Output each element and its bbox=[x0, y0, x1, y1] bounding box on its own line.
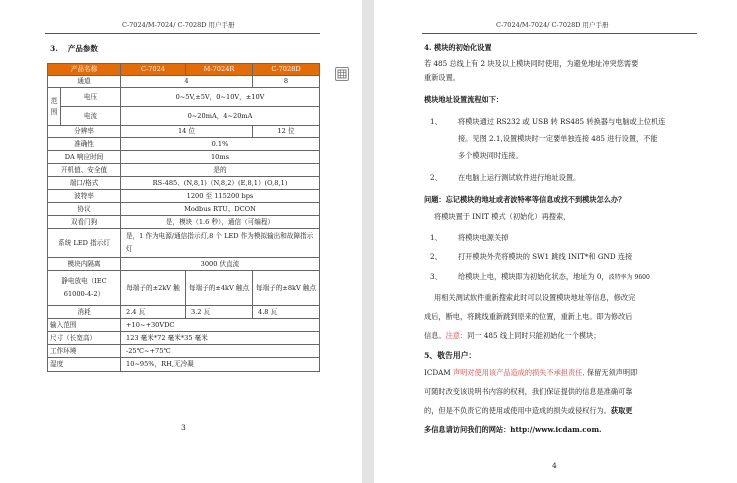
row-label: 静电放电（IEC 61000-4-2） bbox=[48, 271, 121, 306]
cell: 是，模块（1.6 秒），通信（可编程） bbox=[121, 216, 320, 229]
text: 的，但是不负责它的使用或使用中造成的损失或侵权行为。 bbox=[424, 406, 611, 415]
header-rule bbox=[422, 33, 697, 34]
row-label: 模块内隔离 bbox=[48, 258, 121, 271]
table-row bbox=[48, 107, 320, 126]
row-label: 消耗 bbox=[48, 306, 121, 319]
text-bold: 获取更 bbox=[610, 406, 633, 415]
list-number: 2、 bbox=[430, 252, 442, 261]
row-label: 系统 LED 指示灯 bbox=[48, 229, 121, 258]
section-title bbox=[50, 43, 98, 54]
row-label: 尺寸（长宽高） bbox=[48, 332, 121, 345]
cell: 123 毫米*72 毫米*35 毫米 bbox=[121, 332, 320, 345]
note-label: 注意： bbox=[445, 331, 468, 340]
grid-icon[interactable] bbox=[335, 67, 349, 81]
text: 同一 485 线上同时只能初始化一个模块； bbox=[467, 331, 601, 340]
table-row bbox=[48, 203, 320, 216]
row-label: 准确性 bbox=[48, 138, 121, 151]
header-cell: M-7024R bbox=[186, 64, 253, 76]
row-label: 端口/格式 bbox=[48, 177, 121, 190]
row-label: 双看门狗 bbox=[48, 216, 121, 229]
cell: 2.4 瓦 bbox=[121, 306, 186, 319]
cell: 3.2 瓦 bbox=[186, 306, 253, 319]
paragraph-line bbox=[424, 406, 632, 416]
table-row bbox=[48, 258, 320, 271]
page-header: C-7024/M-7024/ C-7028D 用户手册 bbox=[122, 21, 235, 29]
cell: 10~95%，RH,无冷凝 bbox=[121, 358, 320, 372]
header-cell: C-7024 bbox=[121, 64, 186, 76]
page-header: C-7024/M-7024/ C-7028D 用户手册 bbox=[496, 21, 609, 29]
table-row bbox=[48, 216, 320, 229]
paragraph-line: 可随时改变该说明书内容的权利，我们保证提供的信息是准确可靠 bbox=[424, 387, 633, 396]
list-item: 打开模块外壳将模块的 SW1 跳线 INIT*和 GND 连接 bbox=[458, 252, 633, 261]
cell: 10ms bbox=[121, 151, 320, 164]
cell: 0.1% bbox=[121, 138, 320, 151]
header-cell: C-7028D bbox=[253, 64, 320, 76]
cell: 每端子的±4kV 触点 bbox=[186, 271, 253, 306]
paragraph-line bbox=[424, 368, 637, 378]
table-header-row bbox=[48, 64, 320, 76]
list-item-text: 给模块上电，模块即为初始化状态，地址为 0， bbox=[458, 272, 609, 281]
list-item-cont: 接。见图 2.1,设置模块时一定要单独连接 485 进行设置，不能 bbox=[458, 134, 658, 143]
section-number: 3. bbox=[50, 44, 58, 53]
cell: RS-485、(N,8,1)（N,8,2）(E,8,1）(O,8,1) bbox=[121, 177, 320, 190]
list-number: 3、 bbox=[430, 272, 442, 281]
page-number: 4 bbox=[552, 461, 557, 470]
paragraph-line: 重新设置。 bbox=[424, 73, 460, 82]
cell: 14 位 bbox=[121, 126, 253, 138]
left-page bbox=[0, 0, 362, 483]
section-title-text: 产品参数 bbox=[67, 44, 98, 53]
cell: 8 bbox=[253, 76, 320, 88]
text: 信息。 bbox=[424, 331, 446, 340]
table-row bbox=[48, 271, 320, 306]
list-number: 1、 bbox=[430, 117, 442, 126]
page-number: 3 bbox=[181, 423, 186, 432]
table-row bbox=[48, 164, 320, 177]
row-label: 电流 bbox=[61, 107, 121, 126]
section-5-title: 5、敬告用户： bbox=[424, 351, 477, 360]
table-row bbox=[48, 319, 320, 332]
cell: 每端子的±2kV 触 bbox=[121, 271, 186, 306]
website-line[interactable]: 多信息请访问我们的网站：http://www.icdam.com. bbox=[424, 425, 602, 434]
cell: 是，1 作为电源/通信指示灯,8 个 LED 作为模拟输出和故障指示灯 bbox=[121, 229, 320, 258]
page-gutter bbox=[362, 0, 374, 483]
cell: 1200 至 115200 bps bbox=[121, 190, 320, 203]
table-row bbox=[48, 358, 320, 372]
cell: 是的 bbox=[121, 164, 320, 177]
question-intro: 将模块置于 INIT 模式（初始化）再搜索， bbox=[434, 212, 571, 221]
list-number: 2、 bbox=[430, 173, 442, 182]
paragraph-line: 若 485 总线上有 2 块及以上模块同时使用，为避免地址冲突您需要 bbox=[424, 59, 639, 68]
spec-table bbox=[47, 63, 320, 372]
cell: +10~+30VDC bbox=[121, 319, 320, 332]
row-label: 开机值、安全值 bbox=[48, 164, 121, 177]
table-row bbox=[48, 345, 320, 358]
list-item-small: 波特率为 9600 bbox=[608, 274, 650, 281]
list-item-cont: 用相关测试软件重新搜索此时可以设置模块地址等信息，修改完 bbox=[434, 293, 636, 302]
row-label: 电压 bbox=[61, 88, 121, 107]
table-row bbox=[48, 190, 320, 203]
row-label: 工作环境 bbox=[48, 345, 121, 358]
right-page bbox=[374, 0, 737, 483]
table-row bbox=[48, 332, 320, 345]
row-label: 分辨率 bbox=[48, 126, 121, 138]
flow-title: 模块地址设置流程如下： bbox=[424, 95, 504, 104]
text: ICDAM bbox=[424, 368, 453, 377]
row-label: 湿度 bbox=[48, 358, 121, 372]
table-row bbox=[48, 76, 320, 88]
row-label: 协议 bbox=[48, 203, 121, 216]
cell: Modbus RTU、DCON bbox=[121, 203, 320, 216]
list-number: 1、 bbox=[430, 233, 442, 242]
text: 保留无须声明即 bbox=[584, 368, 638, 377]
row-label: 范围 bbox=[48, 88, 61, 126]
list-item: 在电脑上运行测试软件进行地址设置。 bbox=[458, 173, 581, 182]
table-row bbox=[48, 126, 320, 138]
cell: 4.8 瓦 bbox=[253, 306, 320, 319]
table-row bbox=[48, 88, 320, 107]
cell: 0~20mA，4~20mA bbox=[121, 107, 320, 126]
table-row bbox=[48, 177, 320, 190]
cell: 3000 伏直流 bbox=[121, 258, 320, 271]
header-cell: 产品名称 bbox=[48, 64, 121, 76]
row-label: 通道 bbox=[48, 76, 121, 88]
row-label: 输入范围 bbox=[48, 319, 121, 332]
section-4-title: 4. 模块的初始化设置 bbox=[424, 43, 492, 52]
list-item: 将模块通过 RS232 或 USB 转 RS485 转换器与电脑或上位机连 bbox=[458, 117, 666, 126]
warning-text: 声明对使用该产品造成的损失不承担责任, bbox=[452, 368, 585, 377]
list-item-cont: 多个模块同时连接。 bbox=[458, 151, 523, 160]
table-row bbox=[48, 151, 320, 164]
header-rule bbox=[45, 33, 320, 34]
cell: -25℃~+75℃ bbox=[121, 345, 320, 358]
list-item-cont: 成后，断电，将跳线重新跳到原来的位置，重新上电。即为修改后 bbox=[424, 312, 633, 321]
table-row bbox=[48, 229, 320, 258]
table-row bbox=[48, 138, 320, 151]
cell: 每端子的±8kV 触点 bbox=[253, 271, 320, 306]
row-label: 波特率 bbox=[48, 190, 121, 203]
table-row bbox=[48, 306, 320, 319]
cell: 12 位 bbox=[253, 126, 320, 138]
cell: 0~5V,±5V，0~10V，±10V bbox=[121, 88, 320, 107]
row-label: DA 响应时间 bbox=[48, 151, 121, 164]
list-item-cont bbox=[424, 331, 600, 341]
list-item: 将模块电源关掉 bbox=[458, 233, 509, 242]
list-item bbox=[458, 272, 650, 282]
question-title: 问题：忘记模块的地址或者波特率等信息或找不到模块怎么办？ bbox=[424, 195, 626, 204]
cell: 4 bbox=[121, 76, 253, 88]
